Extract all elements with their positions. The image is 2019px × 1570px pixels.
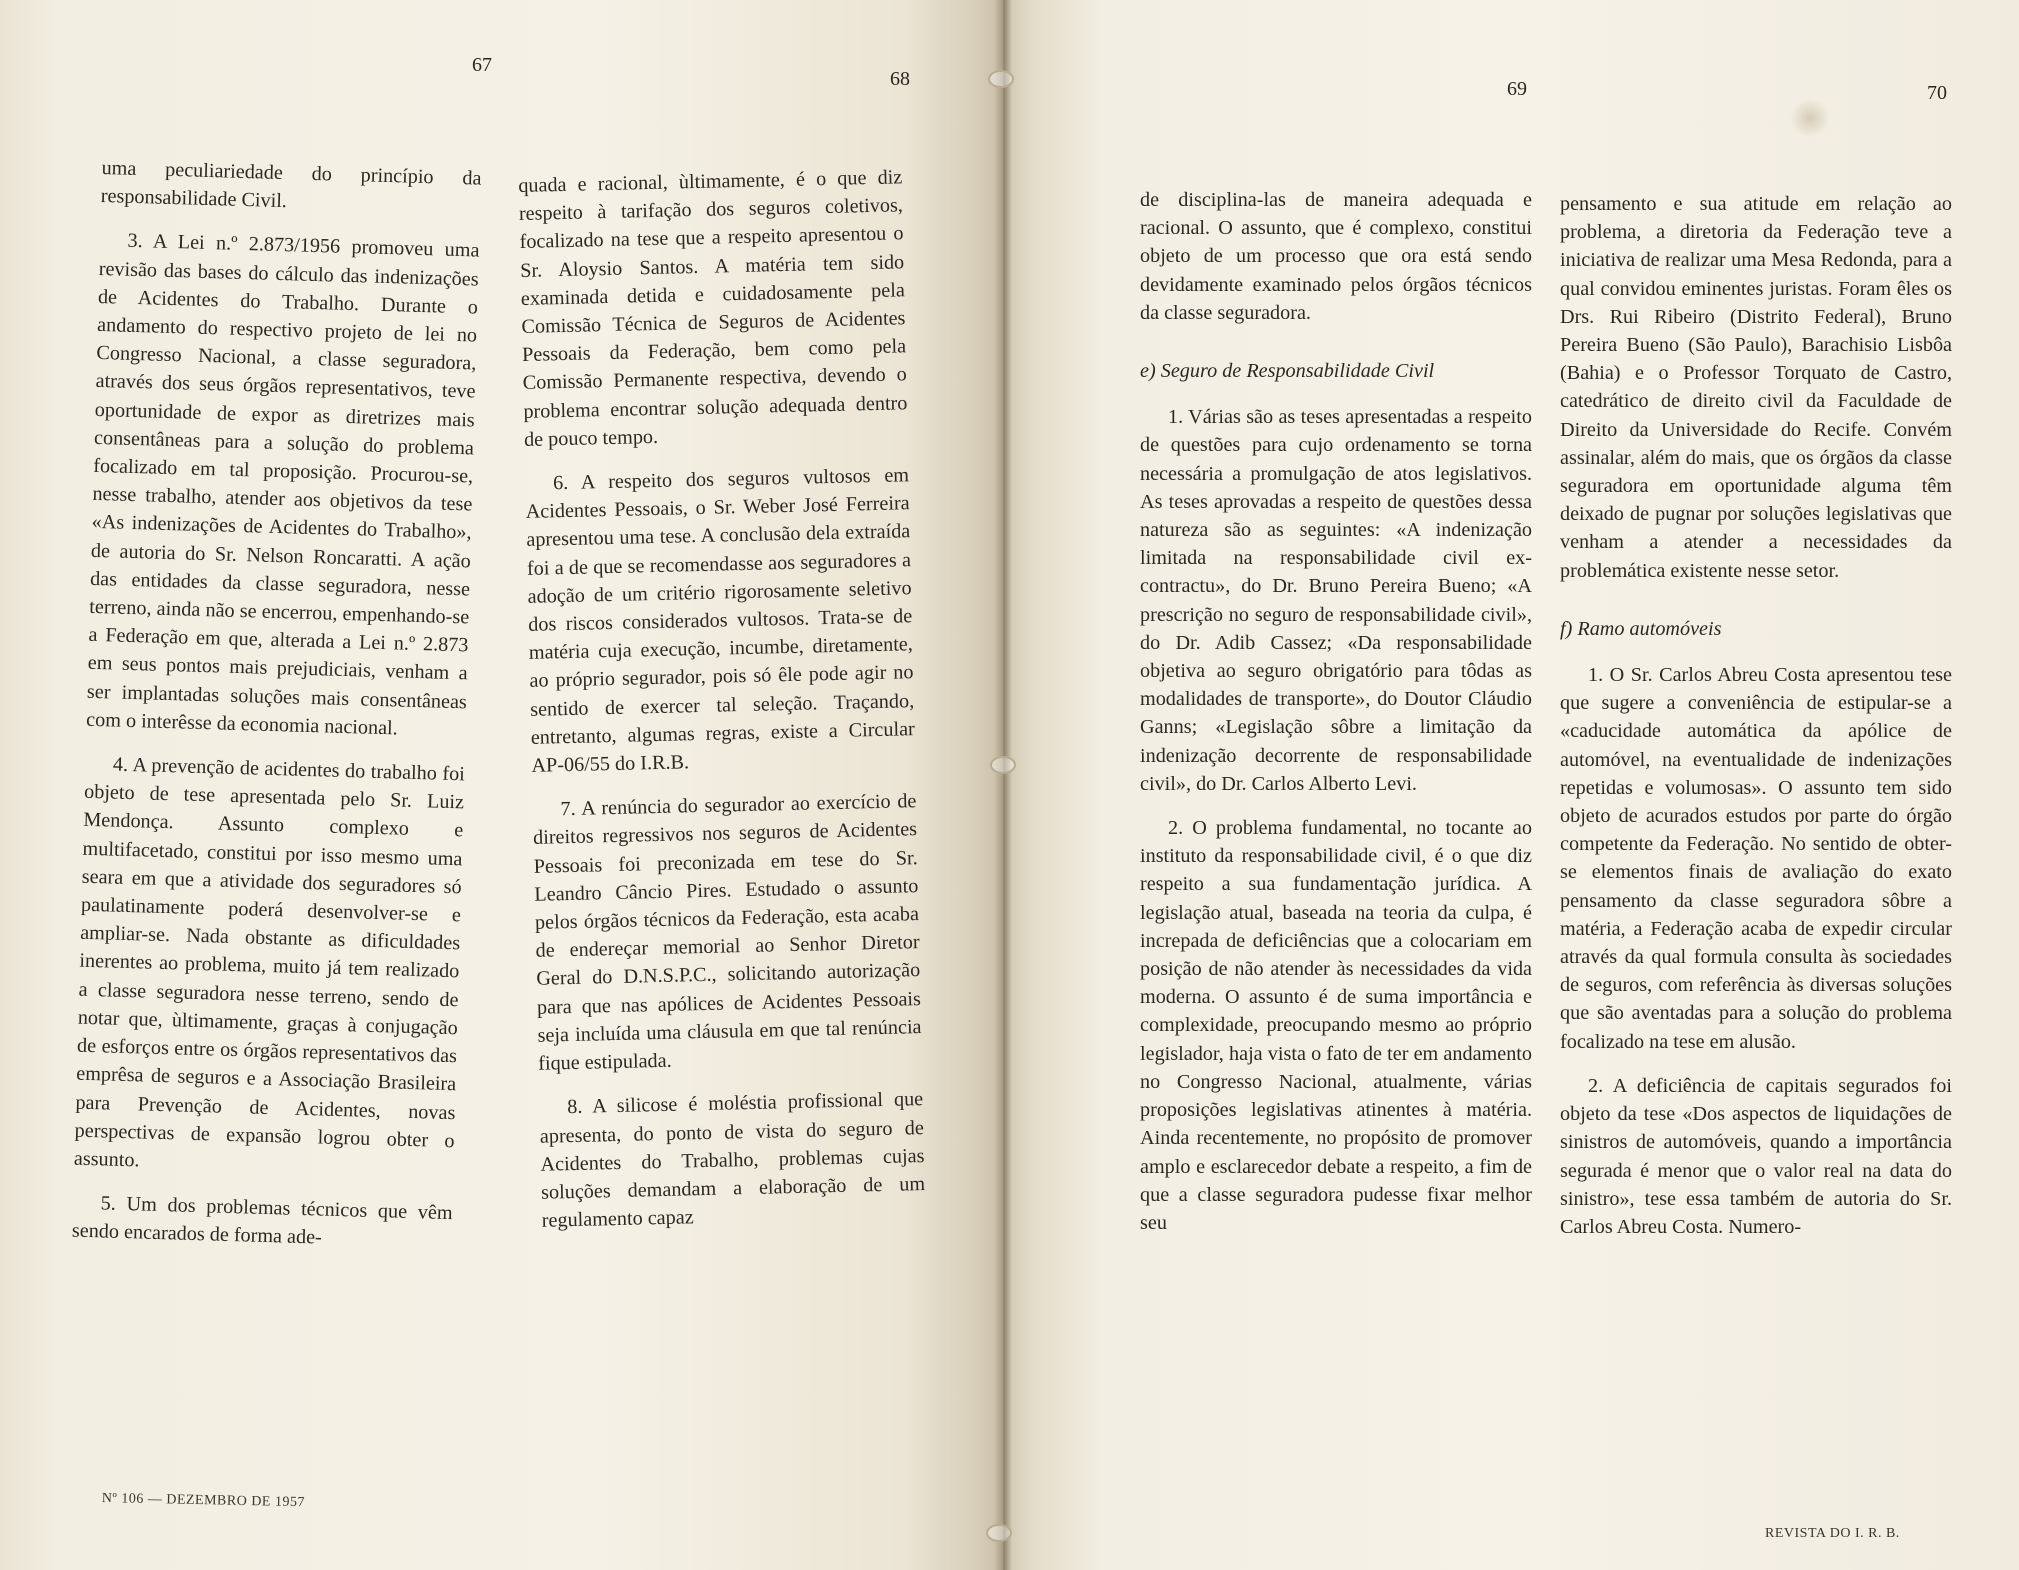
page-number-69: 69 [1507,78,1527,100]
numbered-paragraph: 3. A Lei n.º 2.873/1956 promoveu uma revisão das bases do cálculo das indenizações de Acidentes do Trabalho. Durante o andamento do respectivo projeto de lei no Congresso Nacional, a classe seguradora, através dos seus órgãos representativos, teve oportunidade de expor as diretrizes mais consentâneas para a solução do problema focalizado em tal proposição. Procurou-se, nesse trabalho, atender aos objetivos da tese «As indenizações de Acidentes do Trabalho», de autoria do Sr. Nelson Roncaratti. A ação das entidades da classe seguradora, nesse terreno, ainda não se encerrou, empenhando-se a Federação em que, alterada a Lei n.º 2.873 em seus pontos mais prejudiciais, venham a ser implantadas soluções mais consentâneas com o interêsse da economia nacional. [85,230,480,740]
column-page-67 [71,154,482,1272]
continued-paragraph: pensamento e sua atitude em relação ao problema, a diretoria da Federação teve a iniciativa de realizar uma Mesa Redonda, para a qual convidou eminentes juristas. Foram êles os Drs. Rui Ribeiro (Distrito Federal), Bruno Pereira Bueno (São Paulo), Barachisio Lisbôa (Bahia) e o Professor Torquato de Castro, catedrático de direito civil da Faculdade de Direito da Universidade do Recife. Convém assinalar, além do mais, que os órgãos da classe seguradora em oportunidade alguma têm deixado de pugnar por soluções legislativas que venham a atender a necessidades da problemática existente nesse setor. [1560,193,1952,582]
numbered-paragraph: 1. O Sr. Carlos Abreu Costa apresentou tese que sugere a conveniência de estipular-se a «caducidade automática da apólice de automóvel, na eventualidade de indenizações repetidas e volumosas». O assunto tem sido objeto de acurados estudos por parte do órgão competente da Federação. No sentido de obter-se elementos finais de avaliação do exato pensamento da classe seguradora sôbre a matéria, a Federação acaba de expedir circular através da qual formula consulta às sociedades de seguros, com referência às diversas soluções que são aventadas para a solução do problema focalizado na tese em alusão. [1560,664,1952,1053]
section-heading: e) Seguro de Responsabilidade Civil [1140,360,1435,383]
numbered-paragraph: 4. A prevenção de acidentes do trabalho foi objeto de tese apresentada pelo Sr. Luiz Mendonça. Assunto complexo e multifacetado, constitui por isso mesmo uma seara em que a atividade dos seguradores só paulatinamente poderá desenvolver-se e ampliar-se. Nada obstante as dificuldades inerentes ao problema, muito já tem realizado a classe seguradora nesse terreno, sendo de notar que, ùltimamente, graças à conjugação de esforços entre os órgãos representativos das emprêsa de seguros e a Associação Brasileira para Prevenção de Acidentes, novas perspectivas de expansão logrou obter o assunto. [73,753,466,1172]
page-number-67: 67 [472,54,492,76]
continued-paragraph: uma peculiariedade do princípio da responsabilidade Civil. [100,156,482,213]
continued-paragraph: de disciplina-las de maneira adequada e racional. O assunto, que é complexo, constitui objeto de um processo que ora está sendo devidamente examinado pelos órgãos técnicos da classe seguradora. [1140,189,1532,324]
numbered-paragraph: 7. A renúncia do segurador ao exercício de direitos regressivos nos seguros de Acidentes Pessoais foi preconizada em tese do Sr. Leandro Câncio Pires. Estudado o assunto pelos órgãos técnicos da Federação, esta acaba de endereçar memorial ao Senhor Diretor Geral do D.N.S.P.C., solicitando autorização para que nas apólices de Acidentes Pessoais seja incluída uma cláusula em que tal renúncia fique estipulada. [532,790,922,1075]
issue-footer: Nº 106 — DEZEMBRO DE 1957 [101,1491,306,1511]
column-page-70 [1560,190,1952,1257]
numbered-paragraph: 2. O problema fundamental, no tocante ao instituto da responsabilidade civil, é o que diz respeito a sua fundamentação jurídica. A legislação atual, baseada na teoria da culpa, é increpada de deficiências que a colocariam em posição de não atender às necessidades da vida moderna. O assunto é de suma importância e complexidade, preocupando mesmo ao próprio legislador, haja vista o fato de ter em andamento no Congresso Nacional, atualmente, várias proposições legislativas atinentes à matéria. Ainda recentemente, no propósito de promover amplo e esclarecedor debate a respeito, a fim de que a classe seguradora pudesse fixar melhor seu [1140,817,1532,1234]
numbered-paragraph: 5. Um dos problemas técnicos que vêm sendo encarados de forma ade- [71,1192,453,1249]
column-page-69 [1140,186,1532,1253]
book-gutter [994,0,1012,1570]
numbered-paragraph: 2. A deficiência de capitais segurados foi objeto da tese «Dos aspectos de liquidações de sinistros de automóveis, quando a importância segurada é menor que o valor real na data do sinistro», tese essa também de autoria do Sr. Carlos Abreu Costa. Numero- [1560,1074,1952,1238]
paper-stain [1790,98,1830,138]
binding-stitch-middle [990,756,1016,774]
numbered-paragraph: 1. Várias são as teses apresentadas a respeito de questões para cujo ordenamento se torna necessária a promulgação de atos legislativos. As teses aprovadas a respeito de questões dessa natureza são as seguintes: «A indenização limitada na responsabilidade civil ex-contractu», do Dr. Bruno Pereira Bueno; «A prescrição no seguro de responsabilidade civil», do Dr. Adib Cassez; «Da responsabilidade objetiva ao seguro obrigatório para tôdas as modalidades de transporte», do Doutor Cláudio Ganns; «Legislação sôbre a limitação da indenização decorrente de responsabilidade civil», do Dr. Carlos Alberto Levi. [1140,406,1532,795]
journal-footer: REVISTA DO I. R. B. [1765,1526,1900,1541]
column-page-68 [518,163,926,1251]
page-number-70: 70 [1927,82,1947,104]
binding-stitch-bottom [986,1524,1012,1542]
page-number-68: 68 [890,68,910,90]
binding-stitch-top [988,70,1014,88]
section-heading: f) Ramo automóveis [1560,617,1722,640]
numbered-paragraph: 6. A respeito dos seguros vultosos em Acidentes Pessoais, o Sr. Weber José Ferreira apresentou uma tese. A conclusão dela extraída foi a de que se recomendasse aos seguradores a adoção de um critério rigorosamente seletivo dos riscos considerados vultosos. Trata-se de matéria cuja execução, incumbe, diretamente, ao próprio segurador, pois só êle pode agir no sentido de exercer tal seleção. Traçando, entretanto, algumas regras, existe a Circular AP-06/55 do I.R.B. [525,464,915,777]
numbered-paragraph: 8. A silicose é moléstia profissional que apresenta, do ponto de vista do seguro de Acidentes do Trabalho, problemas cujas soluções demandam a elaboração de um regulamento capaz [539,1088,926,1232]
continued-paragraph: quada e racional, ùltimamente, é o que diz respeito à tarifação dos seguros coletivos, focalizado na tese que a respeito apresentou o Sr. Aloysio Santos. A matéria tem sido examinada detida e cuidadosamente pela Comissão Técnica de Seguros de Acidentes Pessoais da Federação, bem como pela Comissão Permanente respectiva, devendo o problema encontrar solução adequada dentro de pouco tempo. [518,166,908,451]
